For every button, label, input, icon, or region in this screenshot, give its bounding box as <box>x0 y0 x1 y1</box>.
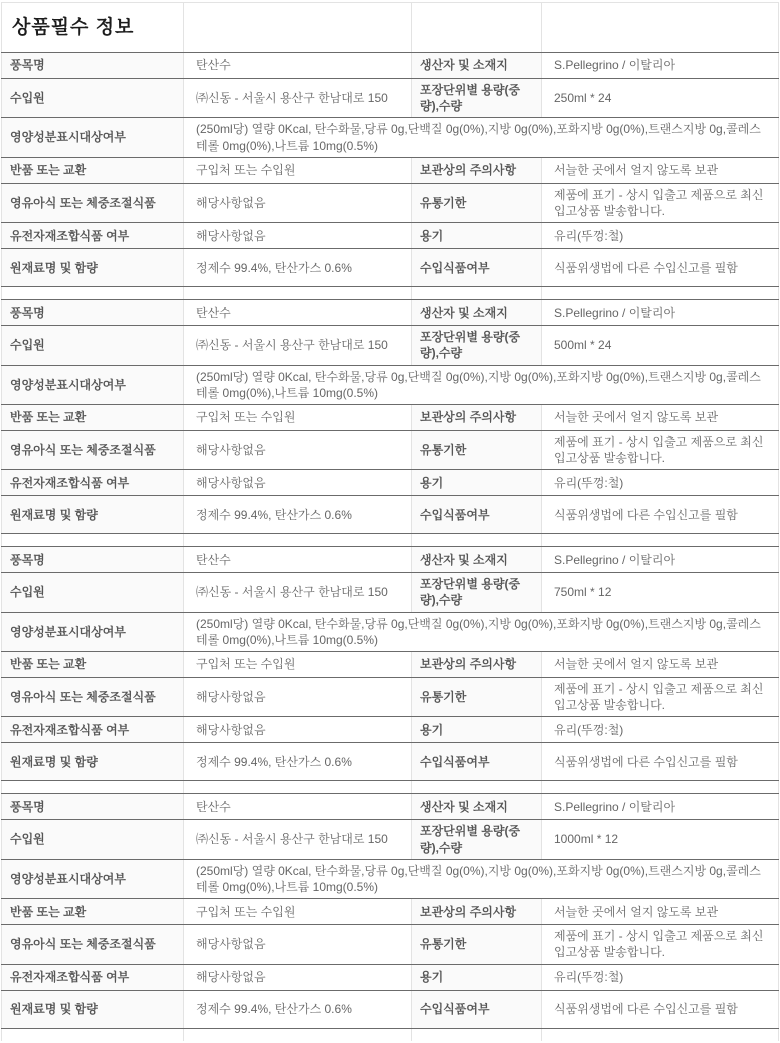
field-label: 포장단위별 용량(중량),수량 <box>412 326 542 365</box>
field-value: 해당사항없음 <box>184 678 412 717</box>
field-label: 포장단위별 용량(중량),수량 <box>412 820 542 859</box>
table-row <box>2 249 779 287</box>
field-label: 영유아식 또는 체중조절식품 <box>2 678 184 717</box>
field-label: 수입원 <box>2 326 184 365</box>
field-label: 생산자 및 소재지 <box>412 794 542 820</box>
separator-cell <box>184 287 412 300</box>
separator-cell <box>542 781 779 794</box>
field-value: 구입처 또는 수입원 <box>184 157 412 183</box>
field-label: 수입식품여부 <box>412 743 542 781</box>
field-label: 용기 <box>412 717 542 743</box>
field-label: 보관상의 주의사항 <box>412 652 542 678</box>
table-row <box>2 365 779 404</box>
field-value: 탄산수 <box>184 300 412 326</box>
field-label: 수입식품여부 <box>412 990 542 1028</box>
separator-cell <box>412 781 542 794</box>
field-label: 영양성분표시대상여부 <box>2 612 184 651</box>
table-row <box>2 430 779 469</box>
field-label: 풍목명 <box>2 53 184 79</box>
field-value: 해당사항없음 <box>184 925 412 964</box>
field-label: 보관상의 주의사항 <box>412 157 542 183</box>
field-value: 해당사항없음 <box>184 717 412 743</box>
field-label: 유전자재조합식품 여부 <box>2 223 184 249</box>
title-empty-cell <box>184 3 412 53</box>
field-label: 원재료명 및 함량 <box>2 496 184 534</box>
table-row <box>2 859 779 898</box>
field-label: 포장단위별 용량(중량),수량 <box>412 79 542 118</box>
field-value: 제품에 표기 - 상시 입출고 제품으로 최신 입고상품 발송합니다. <box>542 430 779 469</box>
page-title: 상품필수 정보 <box>2 3 184 53</box>
table-row <box>2 547 779 573</box>
field-label: 보관상의 주의사항 <box>412 899 542 925</box>
field-value: S.Pellegrino / 이탈리아 <box>542 53 779 79</box>
field-value: 1000ml * 12 <box>542 820 779 859</box>
field-label: 용기 <box>412 470 542 496</box>
section-separator-row <box>2 781 779 794</box>
field-value: 정제수 99.4%, 탄산가스 0.6% <box>184 249 412 287</box>
field-value: 해당사항없음 <box>184 223 412 249</box>
field-label: 반품 또는 교환 <box>2 404 184 430</box>
field-value: 유리(뚜껑:철) <box>542 964 779 990</box>
field-value: 서늘한 곳에서 얼지 않도록 보관 <box>542 899 779 925</box>
field-label: 원재료명 및 함량 <box>2 990 184 1028</box>
table-row <box>2 573 779 612</box>
separator-cell <box>2 1028 184 1041</box>
table-row <box>2 300 779 326</box>
field-value: ㈜신동 - 서울시 용산구 한남대로 150 <box>184 820 412 859</box>
field-value: 정제수 99.4%, 탄산가스 0.6% <box>184 743 412 781</box>
field-value: 해당사항없음 <box>184 183 412 222</box>
field-label: 유통기한 <box>412 183 542 222</box>
field-value: 탄산수 <box>184 794 412 820</box>
field-value: (250ml당) 열량 0Kcal, 탄수화물,당류 0g,단백질 0g(0%),지방 0g(0%),포화지방 0g(0%),트랜스지방 0g,콜레스테롤 0mg(0%),나트륨 10mg(0.5%) <box>184 859 779 898</box>
table-row <box>2 678 779 717</box>
field-value: 탄산수 <box>184 53 412 79</box>
table-row <box>2 990 779 1028</box>
separator-cell <box>412 287 542 300</box>
field-label: 용기 <box>412 964 542 990</box>
field-label: 반품 또는 교환 <box>2 899 184 925</box>
separator-cell <box>2 287 184 300</box>
table-row <box>2 820 779 859</box>
field-value: ㈜신동 - 서울시 용산구 한남대로 150 <box>184 326 412 365</box>
separator-cell <box>2 781 184 794</box>
field-value: 식품위생법에 다른 수입신고를 필함 <box>542 743 779 781</box>
field-value: 구입처 또는 수입원 <box>184 404 412 430</box>
product-info-table <box>1 2 779 1041</box>
separator-cell <box>542 534 779 547</box>
separator-cell <box>412 1028 542 1041</box>
field-label: 원재료명 및 함량 <box>2 743 184 781</box>
table-row <box>2 79 779 118</box>
table-row <box>2 118 779 157</box>
field-value: (250ml당) 열량 0Kcal, 탄수화물,당류 0g,단백질 0g(0%),지방 0g(0%),포화지방 0g(0%),트랜스지방 0g,콜레스테롤 0mg(0%),나트륨 10mg(0.5%) <box>184 365 779 404</box>
title-row <box>2 3 779 53</box>
table-row <box>2 717 779 743</box>
field-value: 500ml * 24 <box>542 326 779 365</box>
field-value: 탄산수 <box>184 547 412 573</box>
field-value: 서늘한 곳에서 얼지 않도록 보관 <box>542 404 779 430</box>
field-label: 생산자 및 소재지 <box>412 300 542 326</box>
table-row <box>2 612 779 651</box>
field-value: 식품위생법에 다른 수입신고를 필함 <box>542 496 779 534</box>
field-label: 풍목명 <box>2 547 184 573</box>
field-value: 해당사항없음 <box>184 470 412 496</box>
field-value: S.Pellegrino / 이탈리아 <box>542 547 779 573</box>
field-value: 해당사항없음 <box>184 964 412 990</box>
field-label: 풍목명 <box>2 794 184 820</box>
table-row <box>2 157 779 183</box>
field-label: 보관상의 주의사항 <box>412 404 542 430</box>
field-label: 포장단위별 용량(중량),수량 <box>412 573 542 612</box>
field-label: 영양성분표시대상여부 <box>2 859 184 898</box>
title-empty-cell <box>412 3 542 53</box>
table-row <box>2 652 779 678</box>
separator-cell <box>2 534 184 547</box>
field-label: 반품 또는 교환 <box>2 157 184 183</box>
table-row <box>2 326 779 365</box>
field-value: 정제수 99.4%, 탄산가스 0.6% <box>184 496 412 534</box>
field-value: 유리(뚜껑:철) <box>542 223 779 249</box>
field-label: 수입식품여부 <box>412 249 542 287</box>
field-value: S.Pellegrino / 이탈리아 <box>542 794 779 820</box>
separator-cell <box>542 287 779 300</box>
separator-cell <box>184 534 412 547</box>
field-label: 유전자재조합식품 여부 <box>2 964 184 990</box>
field-label: 원재료명 및 함량 <box>2 249 184 287</box>
field-label: 수입원 <box>2 820 184 859</box>
table-row <box>2 404 779 430</box>
separator-cell <box>542 1028 779 1041</box>
field-label: 수입원 <box>2 79 184 118</box>
field-label: 영유아식 또는 체중조절식품 <box>2 430 184 469</box>
field-label: 유통기한 <box>412 678 542 717</box>
field-label: 유통기한 <box>412 430 542 469</box>
field-value: 해당사항없음 <box>184 430 412 469</box>
field-value: (250ml당) 열량 0Kcal, 탄수화물,당류 0g,단백질 0g(0%),지방 0g(0%),포화지방 0g(0%),트랜스지방 0g,콜레스테롤 0mg(0%),나트륨 10mg(0.5%) <box>184 118 779 157</box>
separator-cell <box>412 534 542 547</box>
field-label: 수입식품여부 <box>412 496 542 534</box>
field-value: 서늘한 곳에서 얼지 않도록 보관 <box>542 157 779 183</box>
field-value: 제품에 표기 - 상시 입출고 제품으로 최신 입고상품 발송합니다. <box>542 925 779 964</box>
field-value: 식품위생법에 다른 수입신고를 필함 <box>542 990 779 1028</box>
field-value: S.Pellegrino / 이탈리아 <box>542 300 779 326</box>
table-row <box>2 899 779 925</box>
table-row <box>2 743 779 781</box>
field-value: ㈜신동 - 서울시 용산구 한남대로 150 <box>184 573 412 612</box>
field-value: 250ml * 24 <box>542 79 779 118</box>
field-value: 구입처 또는 수입원 <box>184 899 412 925</box>
field-label: 유전자재조합식품 여부 <box>2 717 184 743</box>
table-row <box>2 53 779 79</box>
field-value: 제품에 표기 - 상시 입출고 제품으로 최신 입고상품 발송합니다. <box>542 678 779 717</box>
field-value: 750ml * 12 <box>542 573 779 612</box>
title-empty-cell <box>542 3 779 53</box>
section-separator-row <box>2 534 779 547</box>
field-value: 구입처 또는 수입원 <box>184 652 412 678</box>
field-label: 유전자재조합식품 여부 <box>2 470 184 496</box>
field-value: 서늘한 곳에서 얼지 않도록 보관 <box>542 652 779 678</box>
field-label: 영양성분표시대상여부 <box>2 118 184 157</box>
field-label: 풍목명 <box>2 300 184 326</box>
field-value: 식품위생법에 다른 수입신고를 필함 <box>542 249 779 287</box>
table-row <box>2 925 779 964</box>
field-label: 유통기한 <box>412 925 542 964</box>
field-value: 유리(뚜껑:철) <box>542 470 779 496</box>
table-row <box>2 496 779 534</box>
field-label: 영유아식 또는 체중조절식품 <box>2 183 184 222</box>
field-label: 영양성분표시대상여부 <box>2 365 184 404</box>
section-separator-row <box>2 1028 779 1041</box>
field-label: 영유아식 또는 체중조절식품 <box>2 925 184 964</box>
table-row <box>2 794 779 820</box>
field-label: 반품 또는 교환 <box>2 652 184 678</box>
table-row <box>2 470 779 496</box>
table-row <box>2 223 779 249</box>
field-label: 생산자 및 소재지 <box>412 547 542 573</box>
table-row <box>2 183 779 222</box>
field-value: 제품에 표기 - 상시 입출고 제품으로 최신 입고상품 발송합니다. <box>542 183 779 222</box>
section-separator-row <box>2 287 779 300</box>
table-row <box>2 964 779 990</box>
field-label: 수입원 <box>2 573 184 612</box>
field-label: 용기 <box>412 223 542 249</box>
field-value: 유리(뚜껑:철) <box>542 717 779 743</box>
field-label: 생산자 및 소재지 <box>412 53 542 79</box>
separator-cell <box>184 781 412 794</box>
field-value: 정제수 99.4%, 탄산가스 0.6% <box>184 990 412 1028</box>
field-value: (250ml당) 열량 0Kcal, 탄수화물,당류 0g,단백질 0g(0%),지방 0g(0%),포화지방 0g(0%),트랜스지방 0g,콜레스테롤 0mg(0%),나트륨 10mg(0.5%) <box>184 612 779 651</box>
separator-cell <box>184 1028 412 1041</box>
field-value: ㈜신동 - 서울시 용산구 한남대로 150 <box>184 79 412 118</box>
